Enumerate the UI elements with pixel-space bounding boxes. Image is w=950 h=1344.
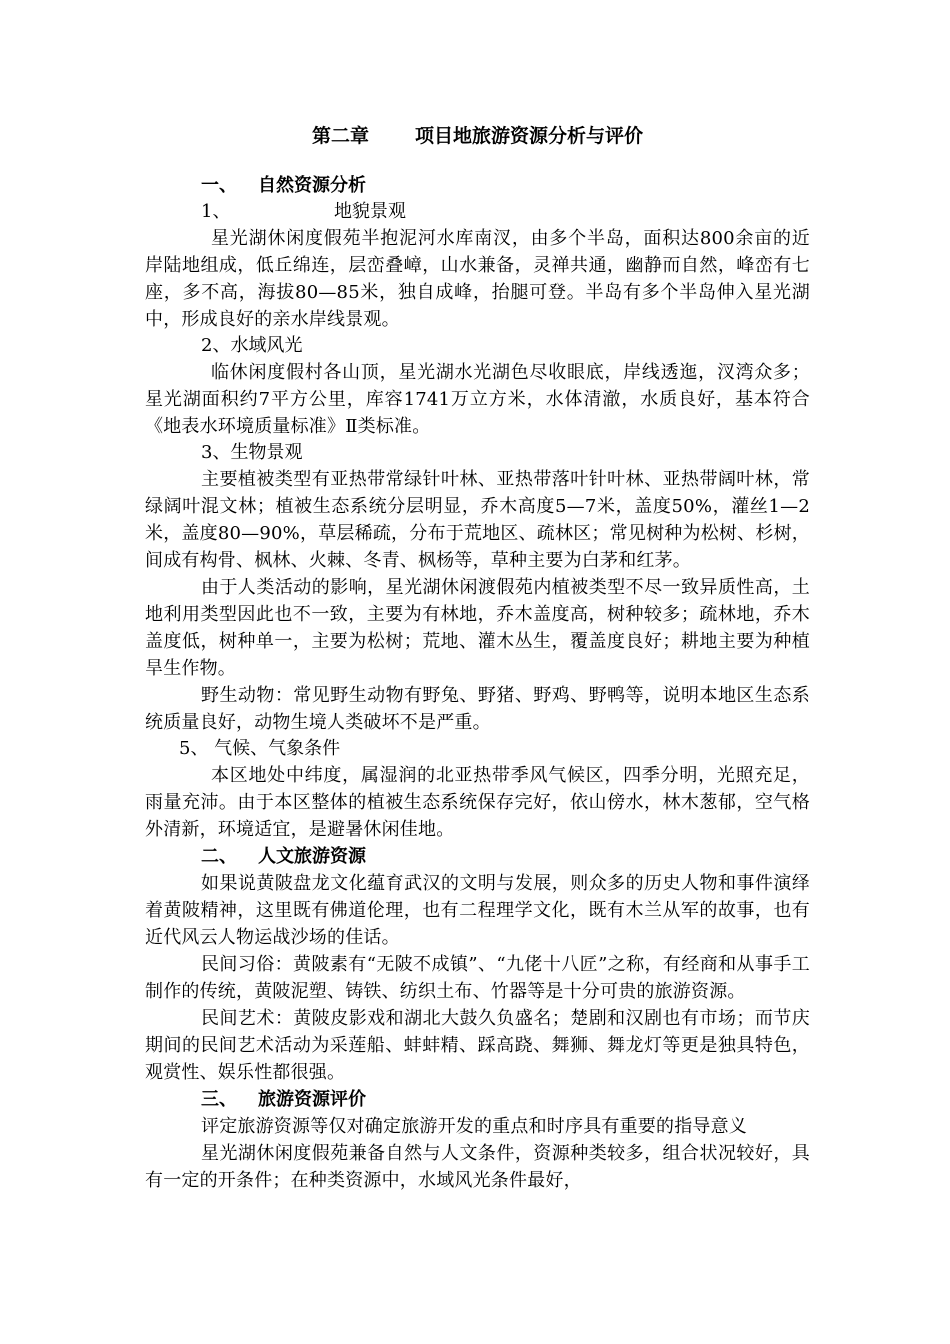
subsection-heading-climate: 5、 气候、气象条件 xyxy=(179,738,341,759)
section-heading-natural xyxy=(145,172,810,199)
chapter-heading: 项目地旅游资源分析与评价 xyxy=(415,125,644,147)
paragraph-biology-landuse: 由于人类活动的影响，星光湖休闲渡假苑内植被类型不尽一致异质性高，土地利用类型因此也不一致，主要为有林地，乔木盖度高，树种较多；疏林地，乔木盖度低，树种单一，主要为松树；荒地、灌木丛生，覆盖度良好；耕地主要为种植旱生作物。 xyxy=(145,577,810,679)
chapter-title xyxy=(145,120,810,152)
chapter-label: 第二章 xyxy=(311,125,369,147)
section-number: 二、 xyxy=(201,846,237,867)
paragraph-biology-wildlife: 野生动物：常见野生动物有野兔、野猪、野鸡、野鸭等，说明本地区生态系统质量良好，动物生境人类破坏不是严重。 xyxy=(145,685,810,733)
section-title: 自然资源分析 xyxy=(258,175,366,196)
subsection-heading-landform xyxy=(145,199,810,225)
paragraph-evaluation-summary: 星光湖休闲度假苑兼备自然与人文条件，资源种类较多，组合状况较好，具有一定的开条件；在种类资源中，水域风光条件最好， xyxy=(145,1143,810,1191)
subsection-heading-biology: 3、生物景观 xyxy=(201,442,303,463)
section-number: 一、 xyxy=(201,175,237,196)
paragraph-culture-arts: 民间艺术：黄陂皮影戏和湖北大鼓久负盛名；楚剧和汉剧也有市场；而节庆期间的民间艺术活动为采莲船、蚌蚌精、踩高跷、舞狮、舞龙灯等更是独具特色，观赏性、娱乐性都很强。 xyxy=(145,1008,810,1083)
paragraph-water: 临休闲度假村各山顶，星光湖水光湖色尽收眼底，岸线透迤，汊湾众多；星光湖面积约7平方公里，库容1741万立方米，水体清澈，水质良好，基本符合《地表水环境质量标准》Ⅱ类标准。 xyxy=(145,362,810,437)
subsection-heading-water: 2、水域风光 xyxy=(201,335,303,356)
paragraph-biology-vegetation: 主要植被类型有亚热带常绿针叶林、亚热带落叶针叶林、亚热带阔叶林，常绿阔叶混文林；植被生态系统分层明显，乔木高度5—7米，盖度50%，灌丝1—2米，盖度80—90%，草层稀疏，分布于荒地区、疏林区；常见树种为松树、杉树，间成有构骨、枫林、火棘、冬青、枫杨等，草种主要为白茅和红茅。 xyxy=(145,469,810,571)
subsection-number: 1、 xyxy=(201,201,231,222)
paragraph-evaluation-intro: 评定旅游资源等仅对确定旅游开发的重点和时序具有重要的指导意义 xyxy=(201,1116,747,1137)
paragraph-culture-customs: 民间习俗：黄陂素有“无陂不成镇”、“九佬十八匠”之称，有经商和从事手工制作的传统，黄陂泥塑、铸铁、纺织土布、竹器等是十分可贵的旅游资源。 xyxy=(145,954,810,1002)
paragraph-culture-history: 如果说黄陂盘龙文化蕴育武汉的文明与发展，则众多的历史人物和事件演绎着黄陂精神，这里既有佛道伦理，也有二程理学文化，既有木兰从军的故事，也有近代风云人物运战沙场的佳话。 xyxy=(145,873,810,948)
section-title: 旅游资源评价 xyxy=(258,1089,366,1110)
section-number: 三、 xyxy=(201,1089,237,1110)
section-title: 人文旅游资源 xyxy=(258,846,366,867)
section-heading-evaluation xyxy=(145,1086,810,1113)
paragraph-landform: 星光湖休闲度假苑半抱泥河水库南汊，由多个半岛，面积达800余亩的近岸陆地组成，低丘绵连，层峦叠嶂，山水兼备，灵禅共通，幽静而自然，峰峦有七座，多不高，海拔80—85米，独自成峰，抬腿可登。半岛有多个半岛伸入星光湖中，形成良好的亲水岸线景观。 xyxy=(145,228,810,330)
subsection-title: 地貌景观 xyxy=(334,201,406,222)
section-heading-culture xyxy=(145,843,810,870)
document-body xyxy=(145,120,810,1194)
paragraph-climate: 本区地处中纬度，属湿润的北亚热带季风气候区，四季分明，光照充足，雨量充沛。由于本区整体的植被生态系统保存完好，依山傍水，林木葱郁，空气格外清新，环境适宜，是避暑休闲佳地。 xyxy=(145,765,810,840)
